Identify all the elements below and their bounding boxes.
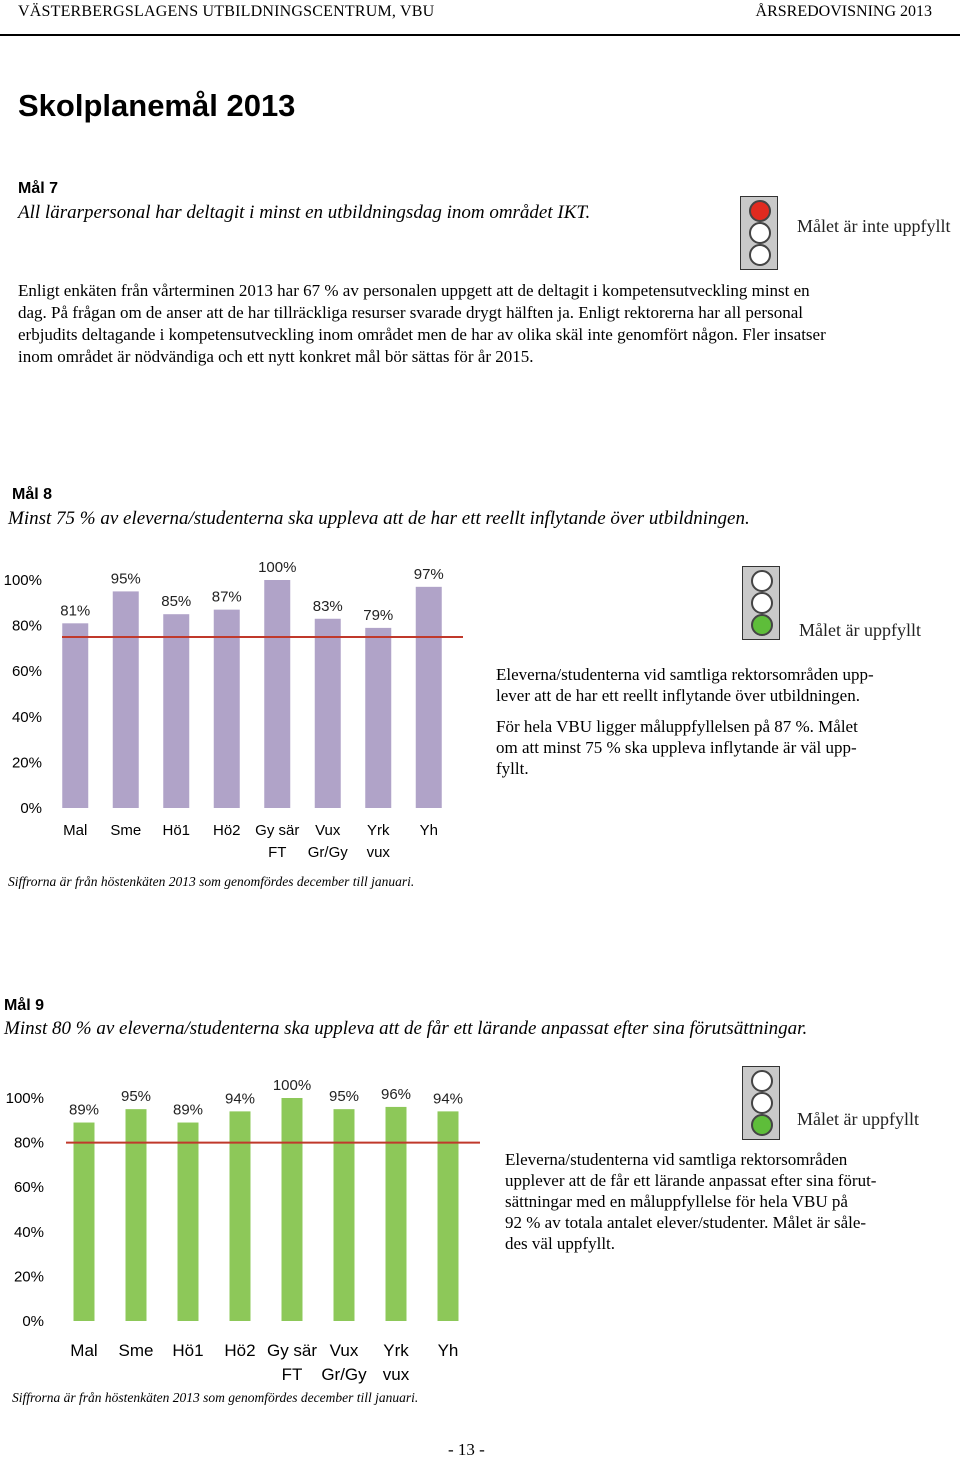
goal8-bar-chart: [0, 560, 480, 870]
y-tick-label: 20%: [11, 754, 42, 772]
green-lamp-icon: [751, 614, 773, 636]
bar-data-label: 79%: [363, 606, 394, 624]
goal9-side-line: Eleverna/studenterna vid samtliga rektorsområden: [505, 1150, 848, 1169]
bar-data-label: 97%: [413, 565, 444, 583]
bar-data-label: 87%: [211, 588, 242, 606]
x-category-label: Gy sär: [255, 822, 300, 839]
goal7-paragraph-line: Enligt enkäten från vårterminen 2013 har 67 % av personalen uppgett att de deltagit i kompetensutveckling minst en: [18, 281, 810, 300]
goal7-paragraph-line: dag. På frågan om de anser att de har tillräckliga resurser svarade drygt hälften ja. Enligt rektorerna har all personal: [18, 303, 803, 322]
bar-data-label: 100%: [258, 560, 297, 576]
x-category-label: vux: [382, 1365, 410, 1384]
goal9-bar-chart: [0, 1078, 490, 1390]
bar-data-label: 95%: [110, 570, 141, 588]
y-tick-label: 100%: [5, 1090, 44, 1107]
x-category-label: Yh: [419, 822, 438, 839]
goal9-side-line: upplever att de får ett lärande anpassat efter sina förut-: [505, 1171, 877, 1190]
goal9-text: Minst 80 % av eleverna/studenterna ska uppleva att de får ett lärande anpassat efter sina förutsättningar.: [4, 1018, 808, 1039]
bar-data-label: 100%: [272, 1078, 312, 1094]
goal7-paragraph-line: erbjudits deltagande i kompetensutveckling inom området men de har av olika skäl inte genomfört någon. Fler insatser: [18, 325, 826, 344]
goal9-side-line: sättningar med en måluppfyllelse för hela VBU på: [505, 1192, 848, 1211]
bar-data-label: 81%: [60, 602, 91, 620]
goal9-traffic-light-icon: [742, 1066, 780, 1140]
goal8-side-line: om att minst 75 % ska uppleva inflytande är väl upp-: [496, 738, 857, 757]
chart-bar: [334, 1109, 355, 1321]
x-category-label: Gr/Gy: [321, 1365, 367, 1384]
bar-data-label: 83%: [312, 597, 343, 615]
chart-bar: [178, 1123, 199, 1321]
yellow-lamp-icon: [749, 222, 771, 244]
bar-data-label: 85%: [161, 593, 192, 611]
goal7-paragraph: [18, 280, 948, 368]
goal8-source-note: Siffrorna är från höstenkäten 2013 som genomfördes december till januari.: [8, 874, 415, 889]
bar-data-label: 94%: [432, 1090, 464, 1108]
goal7-heading: Mål 7: [18, 180, 59, 197]
x-category-label: Hö2: [212, 822, 241, 839]
x-category-label: Gy sär: [266, 1341, 318, 1360]
yellow-lamp-icon: [751, 1092, 773, 1114]
goal9-side-text: [505, 1149, 945, 1254]
x-category-label: FT: [268, 844, 287, 861]
x-category-label: Hö1: [162, 822, 191, 839]
x-category-label: Vux: [315, 822, 341, 839]
header-organization: VÄSTERBERGSLAGENS UTBILDNINGSCENTRUM, VBU: [18, 3, 435, 20]
goal8-heading: Mål 8: [12, 486, 53, 503]
y-tick-label: 60%: [11, 663, 42, 681]
goal7-traffic-light-icon: [740, 196, 778, 270]
y-tick-label: 40%: [13, 1223, 44, 1241]
x-category-label: Mal: [70, 1341, 98, 1360]
goal7-paragraph-line: inom området är nödvändiga och ett nytt konkret mål bör sättas för år 2015.: [18, 347, 534, 366]
chart-bar: [113, 591, 139, 808]
goal8-side-line: lever att de har ett reellt inflytande över utbildningen.: [496, 686, 860, 705]
goal9-status: Målet är uppfyllt: [797, 1109, 919, 1129]
x-category-label: Sme: [118, 1341, 154, 1360]
x-category-label: vux: [366, 844, 390, 861]
bar-data-label: 96%: [380, 1085, 412, 1103]
page-title: Skolplanemål 2013: [18, 88, 296, 123]
goal8-text: Minst 75 % av eleverna/studenterna ska uppleva att de har ett reellt inflytande över utbildningen.: [8, 508, 750, 529]
page-header: [0, 0, 960, 36]
yellow-lamp-icon: [751, 592, 773, 614]
chart-bar: [62, 623, 88, 808]
y-tick-label: 80%: [11, 617, 42, 635]
chart-bar: [386, 1107, 407, 1321]
y-tick-label: 40%: [11, 708, 42, 726]
x-category-label: FT: [281, 1365, 303, 1384]
goal7-status: Målet är inte uppfyllt: [797, 216, 951, 236]
x-category-label: Mal: [63, 822, 88, 839]
goal8-side-text: [496, 664, 936, 779]
x-category-label: Gr/Gy: [307, 844, 348, 861]
chart-bar: [214, 610, 240, 808]
chart-bar: [163, 614, 189, 808]
chart-bar: [282, 1098, 303, 1321]
x-category-label: Yrk: [383, 1341, 409, 1360]
chart-bar: [365, 628, 391, 808]
bar-data-label: 89%: [68, 1101, 100, 1119]
goal7-text: All lärarpersonal har deltagit i minst en utbildningsdag inom området IKT.: [18, 202, 591, 223]
green-lamp-icon: [751, 1114, 773, 1136]
red-lamp-icon: [749, 200, 771, 222]
goal8-side-line: Eleverna/studenterna vid samtliga rektorsområden upp-: [496, 665, 874, 684]
y-tick-label: 20%: [13, 1268, 44, 1286]
chart-bar: [315, 619, 341, 808]
red-lamp-icon: [751, 1070, 773, 1092]
red-lamp-icon: [751, 570, 773, 592]
chart-bar: [416, 587, 442, 808]
x-category-label: Hö2: [224, 1341, 256, 1360]
x-category-label: Yh: [437, 1341, 459, 1360]
y-tick-label: 80%: [13, 1134, 44, 1152]
chart-bar: [74, 1123, 95, 1321]
y-tick-label: 0%: [22, 1313, 44, 1330]
bar-data-label: 95%: [120, 1088, 152, 1106]
y-tick-label: 60%: [13, 1179, 44, 1197]
bar-data-label: 94%: [224, 1090, 256, 1108]
goal9-side-line: des väl uppfyllt.: [505, 1234, 616, 1253]
green-lamp-icon: [749, 244, 771, 266]
goal8-side-line: fyllt.: [496, 759, 529, 778]
chart-bar: [264, 580, 290, 808]
goal8-traffic-light-icon: [742, 566, 780, 640]
x-category-label: Vux: [329, 1341, 359, 1360]
header-report-title: ÅRSREDOVISNING 2013: [755, 3, 932, 20]
goal8-status: Målet är uppfyllt: [799, 620, 921, 640]
x-category-label: Sme: [110, 822, 142, 839]
goal9-heading: Mål 9: [4, 997, 45, 1014]
bar-data-label: 89%: [172, 1101, 204, 1119]
page-number: - 13 -: [448, 1440, 485, 1459]
y-tick-label: 0%: [20, 800, 42, 817]
y-tick-label: 100%: [3, 572, 42, 589]
chart-bar: [126, 1109, 147, 1321]
x-category-label: Hö1: [172, 1341, 204, 1360]
goal9-source-note: Siffrorna är från höstenkäten 2013 som genomfördes december till januari.: [12, 1390, 419, 1405]
goal8-side-line: För hela VBU ligger måluppfyllelsen på 87 %. Målet: [496, 717, 858, 736]
x-category-label: Yrk: [367, 822, 390, 839]
bar-data-label: 95%: [328, 1088, 360, 1106]
goal9-side-line: 92 % av totala antalet elever/studenter. Målet är såle-: [505, 1213, 867, 1232]
